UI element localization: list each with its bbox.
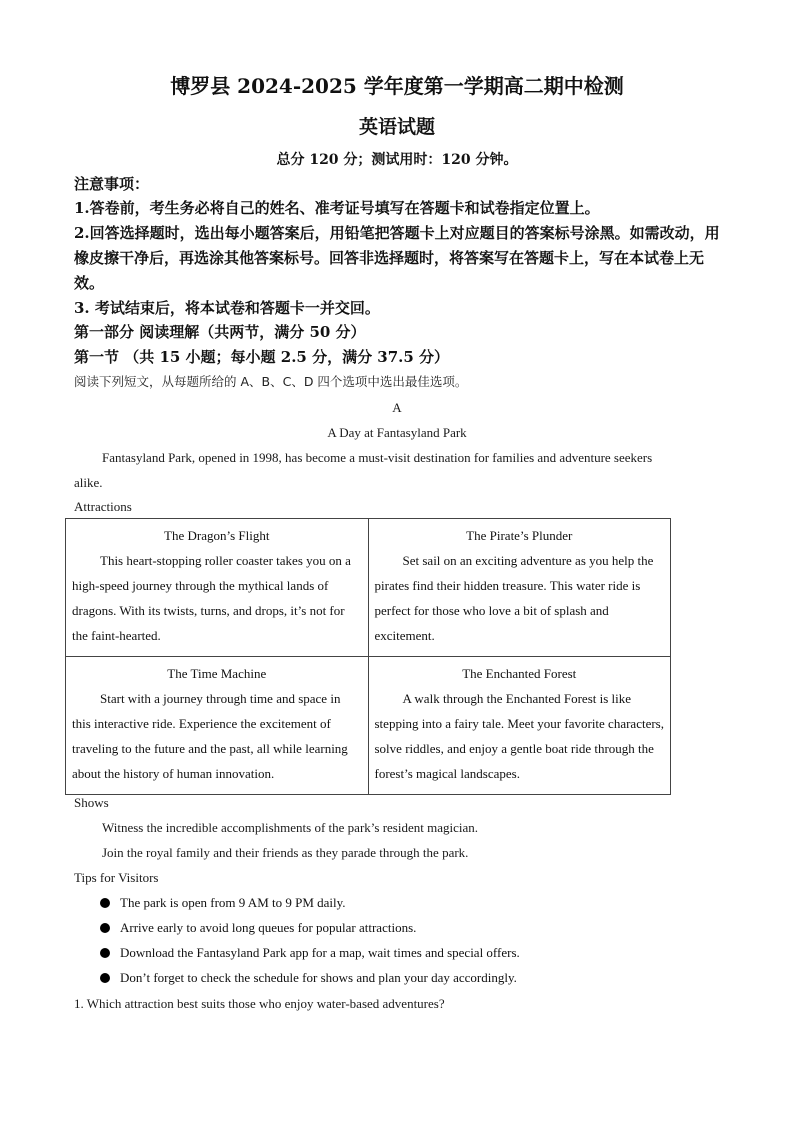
- reading-instruction: 阅读下列短文，从每题所给的 A、B、C、D 四个选项中选出最佳选项。: [74, 374, 468, 389]
- part1-heading: 第一部分 阅读理解（共两节，满分 50 分）: [74, 323, 366, 341]
- table-row: [66, 657, 671, 795]
- section1-heading: 第一节 （共 15 小题；每小题 2.5 分，满分 37.5 分）: [74, 348, 450, 366]
- attraction-desc: This heart-stopping roller coaster takes you on a high-speed journey through the mythical lands of dragons. With its twists, turns, and drops, it’s not for the faint-hearted.: [72, 553, 351, 643]
- tip-text: Don’t forget to check the schedule for shows and plan your day accordingly.: [120, 970, 517, 985]
- passage-title: A Day at Fantasyland Park: [327, 425, 467, 440]
- subject-title: 英语试题: [358, 116, 435, 138]
- attraction-name: The Time Machine: [167, 666, 267, 681]
- attraction-name: The Dragon’s Flight: [164, 528, 270, 543]
- attractions-table: [65, 518, 671, 795]
- notice-item-3: 3. 考试结束后，将本试卷和答题卡一并交回。: [74, 299, 380, 317]
- attraction-cell: [368, 519, 671, 657]
- attraction-name: The Pirate’s Plunder: [466, 528, 573, 543]
- tip-item: [100, 945, 520, 961]
- bullet-icon: [100, 973, 110, 983]
- tip-item: [100, 920, 416, 936]
- tip-text: Arrive early to avoid long queues for popular attractions.: [120, 920, 417, 935]
- attraction-cell: [368, 657, 671, 795]
- attraction-desc: Set sail on an exciting adventure as you help the pirates find their hidden treasure. This water ride is perfect for those who love a bit of splash and excitement.: [374, 553, 654, 643]
- score-time: 总分 120 分；测试用时：120 分钟。: [276, 152, 518, 168]
- notice-item-2: 2.回答选择题时，选出每小题答案后，用铅笔把答题卡上对应题目的答案标号涂黑。如需改动，用橡皮擦干净后，再选涂其他答案标号。回答非选择题时，将答案写在答题卡上，写在本试卷上无效。: [74, 224, 720, 292]
- tip-item: [100, 970, 517, 986]
- attraction-cell: [66, 519, 369, 657]
- bullet-icon: [100, 898, 110, 908]
- question-1: 1. Which attraction best suits those who enjoy water-based adventures?: [74, 996, 445, 1011]
- show-item: Join the royal family and their friends as they parade through the park.: [102, 845, 469, 860]
- passage-letter: A: [392, 400, 402, 415]
- show-item: Witness the incredible accomplishments of the park’s resident magician.: [102, 820, 479, 835]
- bullet-icon: [100, 923, 110, 933]
- notice-heading: 注意事项：: [74, 175, 150, 193]
- intro-line-2: alike.: [74, 475, 103, 490]
- tip-text: Download the Fantasyland Park app for a map, wait times and special offers.: [120, 945, 520, 960]
- table-row: [66, 519, 671, 657]
- attraction-desc: Start with a journey through time and space in this interactive ride. Experience the excitement of traveling to the future and the past, all while learning about the history of human innovation.: [72, 691, 348, 781]
- shows-label: Shows: [74, 795, 109, 810]
- attraction-cell: [66, 657, 369, 795]
- attraction-desc: A walk through the Enchanted Forest is like stepping into a fairy tale. Meet your favorite characters, solve riddles, and enjoy a gentle boat ride through the forest’s magical landscapes.: [374, 691, 664, 781]
- intro-line-1: Fantasyland Park, opened in 1998, has become a must-visit destination for families and adventure seekers: [102, 450, 653, 465]
- tip-text: The park is open from 9 AM to 9 PM daily.: [120, 895, 346, 910]
- attraction-name: The Enchanted Forest: [462, 666, 577, 681]
- tip-item: [100, 895, 346, 911]
- notice-item-1: 1.答卷前，考生务必将自己的姓名、准考证号填写在答题卡和试卷指定位置上。: [74, 199, 600, 217]
- attractions-label: Attractions: [74, 499, 132, 514]
- exam-title: 博罗县 2024-2025 学年度第一学期高二期中检测: [170, 74, 624, 98]
- bullet-icon: [100, 948, 110, 958]
- tips-label: Tips for Visitors: [74, 870, 159, 885]
